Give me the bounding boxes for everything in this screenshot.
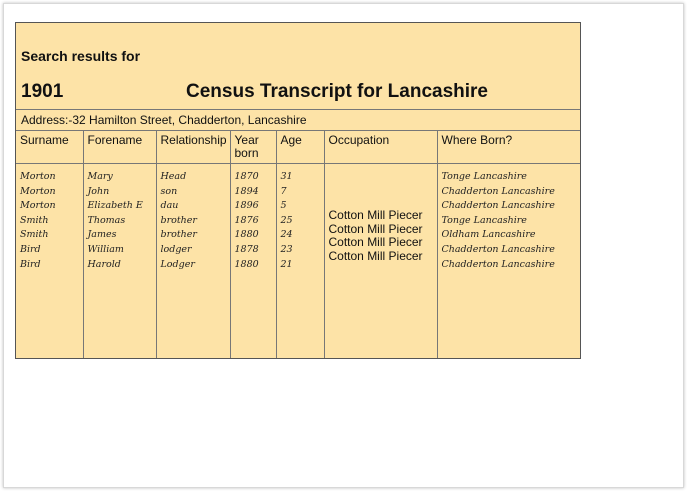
year-born-entry: 1880 [234, 258, 259, 270]
relationship-entry: lodger [160, 243, 192, 255]
surname-entry: Smith [20, 214, 49, 226]
age-entry: 23 [280, 243, 293, 255]
col-header-age: Age [276, 131, 324, 164]
census-title: Census Transcript for Lancashire [186, 81, 488, 102]
where-born-entry: Oldham Lancashire [441, 229, 536, 241]
surname-entry: Bird [20, 258, 41, 270]
surname-entry: Morton [20, 200, 56, 212]
age-entry: 31 [280, 171, 293, 182]
census-table [16, 131, 580, 358]
age-entry: 24 [280, 229, 293, 241]
col-header-occupation: Occupation [324, 131, 437, 164]
relationship-entry: brother [160, 229, 197, 241]
year-born-entry: 1894 [234, 185, 259, 197]
occupation-entry: Cotton Mill Piecer [328, 208, 423, 222]
year-born-entry: 1880 [234, 229, 259, 241]
col-header-relationship: Relationship [156, 131, 230, 164]
surname-entry: Morton [20, 171, 56, 182]
occupation-entry: Cotton Mill Piecer [328, 235, 423, 250]
relationship-cell [156, 164, 230, 359]
forename-entry: Thomas [87, 214, 126, 226]
age-entry: 21 [280, 258, 293, 270]
forename-entry: Harold [87, 258, 121, 270]
forename-entry: Elizabeth E [87, 200, 143, 212]
col-header-forename: Forename [83, 131, 156, 164]
year-born-cell [230, 164, 276, 359]
data-row [16, 164, 580, 359]
relationship-entry: Head [160, 171, 187, 182]
forename-cell [83, 164, 156, 359]
where-born-cell [437, 164, 580, 359]
surname-cell [16, 164, 83, 359]
surname-entry: Smith [20, 229, 49, 241]
age-entry: 25 [280, 214, 293, 226]
census-card [15, 22, 581, 359]
relationship-entry: Lodger [160, 258, 195, 270]
col-header-surname: Surname [16, 131, 83, 164]
col-header-where-born: Where Born? [437, 131, 580, 164]
age-entry: 7 [280, 185, 287, 197]
where-born-entry: Chadderton Lancashire [441, 185, 555, 197]
forename-entry: Mary [87, 171, 113, 182]
census-year: 1901 [21, 81, 64, 102]
year-born-entry: 1878 [234, 243, 259, 255]
occupation-entry: Cotton Mill Piecer [328, 221, 423, 236]
occupation-entry: Cotton Mill Piecer [328, 248, 423, 263]
relationship-entry: son [160, 185, 178, 197]
where-born-entry: Tonge Lancashire [441, 214, 527, 226]
age-entry: 5 [280, 200, 287, 212]
card-header [16, 23, 580, 110]
age-cell [276, 164, 324, 359]
forename-entry: William [87, 243, 124, 255]
relationship-entry: dau [160, 200, 179, 212]
surname-entry: Bird [20, 243, 41, 255]
col-header-year-born: Year born [230, 131, 276, 164]
relationship-entry: brother [160, 214, 197, 226]
address-line: Address:-32 Hamilton Street, Chadderton, Lancashire [16, 109, 580, 131]
year-born-entry: 1876 [234, 214, 259, 226]
year-born-entry: 1870 [234, 171, 259, 182]
year-born-entry: 1896 [234, 200, 259, 212]
where-born-entry: Chadderton Lancashire [441, 258, 555, 270]
occupation-cell [324, 164, 437, 359]
where-born-entry: Chadderton Lancashire [441, 243, 555, 255]
header-row [16, 131, 580, 164]
search-results-label: Search results for [21, 48, 141, 64]
forename-entry: John [87, 185, 110, 197]
where-born-entry: Chadderton Lancashire [441, 200, 555, 212]
where-born-entry: Tonge Lancashire [441, 171, 527, 182]
forename-entry: James [87, 229, 117, 241]
surname-entry: Morton [20, 185, 56, 197]
